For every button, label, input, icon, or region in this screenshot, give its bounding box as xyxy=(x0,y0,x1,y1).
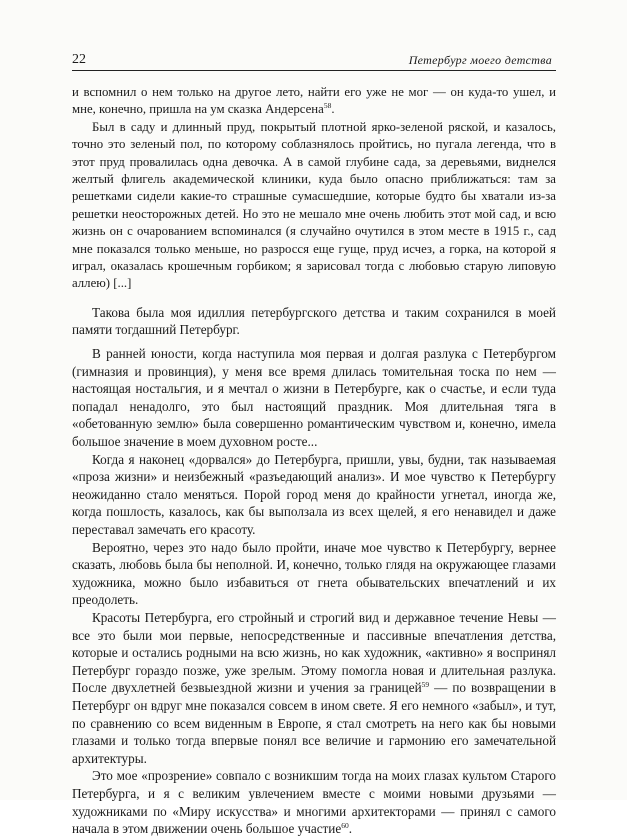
page-number: 22 xyxy=(72,52,86,67)
footnote-ref-60[interactable]: 60 xyxy=(341,821,349,831)
paragraph-beauty: Красоты Петербурга, его стройный и строгий вид и державное течение Невы — все это были мои первые, непосредственные и пассивные впечатления детства, которые и остались родными на всю жизнь, но как художник, «активно» я воспринял Петербург гораздо позже, уже зрелым. Этому помогла новая и длительная разлука. После двухлетней безвыездной жизни и учения за границей$^{59}$ — по возвращении в Петербург он вдруг мне показался совсем в ином свете. Я его немного «забыл», и тут, по сравнению со всем виденным в Европе, я стал смотреть на него как бы новыми глазами и только тогда впервые понял все величие и гармонию его замечательной архитектуры. xyxy=(72,609,556,766)
footnote-ref-59[interactable]: 59 xyxy=(421,680,430,690)
page-body xyxy=(72,84,556,838)
quoted-passage xyxy=(72,84,556,293)
paragraph-idyll: Такова была моя идиллия петербургского детства и таким сохранился в моей памяти тогдашний Петербург. xyxy=(72,304,556,338)
paragraph-arrival: Когда я наконец «дорвался» до Петербурга, пришли, увы, будни, так называемая «проза жизни» и неизбежный «разъедающий анализ». И мое чувство к Петербургу неожиданно стало меняться. Порой город меня до крайности угнетал, иногда же, когда пошлость, казалось, как бы выползала из всех щелей, я его ненавидел и даже переставал замечать его красоту. xyxy=(72,451,556,537)
paragraph-artist-eyes: Вероятно, через это надо было пройти, иначе мое чувство к Петербургу, вернее сказать, любовь была бы неполной. И, конечно, только глядя на окружающее глазами художника, можно было избавиться от гнета обывательских впечатлений и их преодолеть. xyxy=(72,539,556,608)
paragraph-youth: В ранней юности, когда наступила моя первая и долгая разлука с Петербургом (гимназия и провинция), у меня все время длилась томительная тоска по нем — настоящая ностальгия, и я мечтал о жизни в Петербурге, как о счастье, и если туда попадал ненадолго, это был настоящий праздник. Моя длительная тяга в «обетованную землю» была совершенно романтическим чувством и, конечно, имела большое значение в моем духовном росте... xyxy=(72,346,556,450)
paragraph-old-petersburg: Это мое «прозрение» совпало с возникшим тогда на моих глазах культом Старого Петербурга, и я с великим увлечением вместе с моими новыми друзьями — художниками по «Миру искусства» и многими архитекторами — принял с самого начала в этом движении очень большое участие$^{60}$. xyxy=(72,768,556,837)
running-title: Петербург моего детства xyxy=(408,53,552,67)
paragraph-continuation: и вспомнил о нем только на другое лето, найти его уже не мог — он куда-то ушел, и мне, конечно, пришла на ум сказка Андерсена$^{58}$. xyxy=(72,85,556,117)
page-header xyxy=(72,50,556,71)
footnote-ref-58[interactable]: 58 xyxy=(323,101,332,111)
paragraph-garden-pond: Был в саду и длинный пруд, покрытый плотной ярко-зеленой ряской, и казалось, точно это зеленый пол, по которому соблазнялось пройтись, но пугала легенда, что в этот пруд провалилась одна девочка. А в самой глубине сада, за деревьями, виднелся желтый флигель академической клиники, куда было опасно приближаться: там за решетками сидели какие-то страшные сумасшедшие, которые будто бы хватали из-за решетки неосторожных детей. Но это не мешало мне очень любить этот мой сад, и всю жизнь он с очарованием вспоминался (я случайно очутился в этом месте в 1915 г., сад мне показался только меньше, но разросся еще гуще, пруд исчез, а горка, на которой я играл, оказалась крошечным горбиком; я зарисовал тогда с любовью старую липовую аллею) [...] xyxy=(72,119,556,291)
